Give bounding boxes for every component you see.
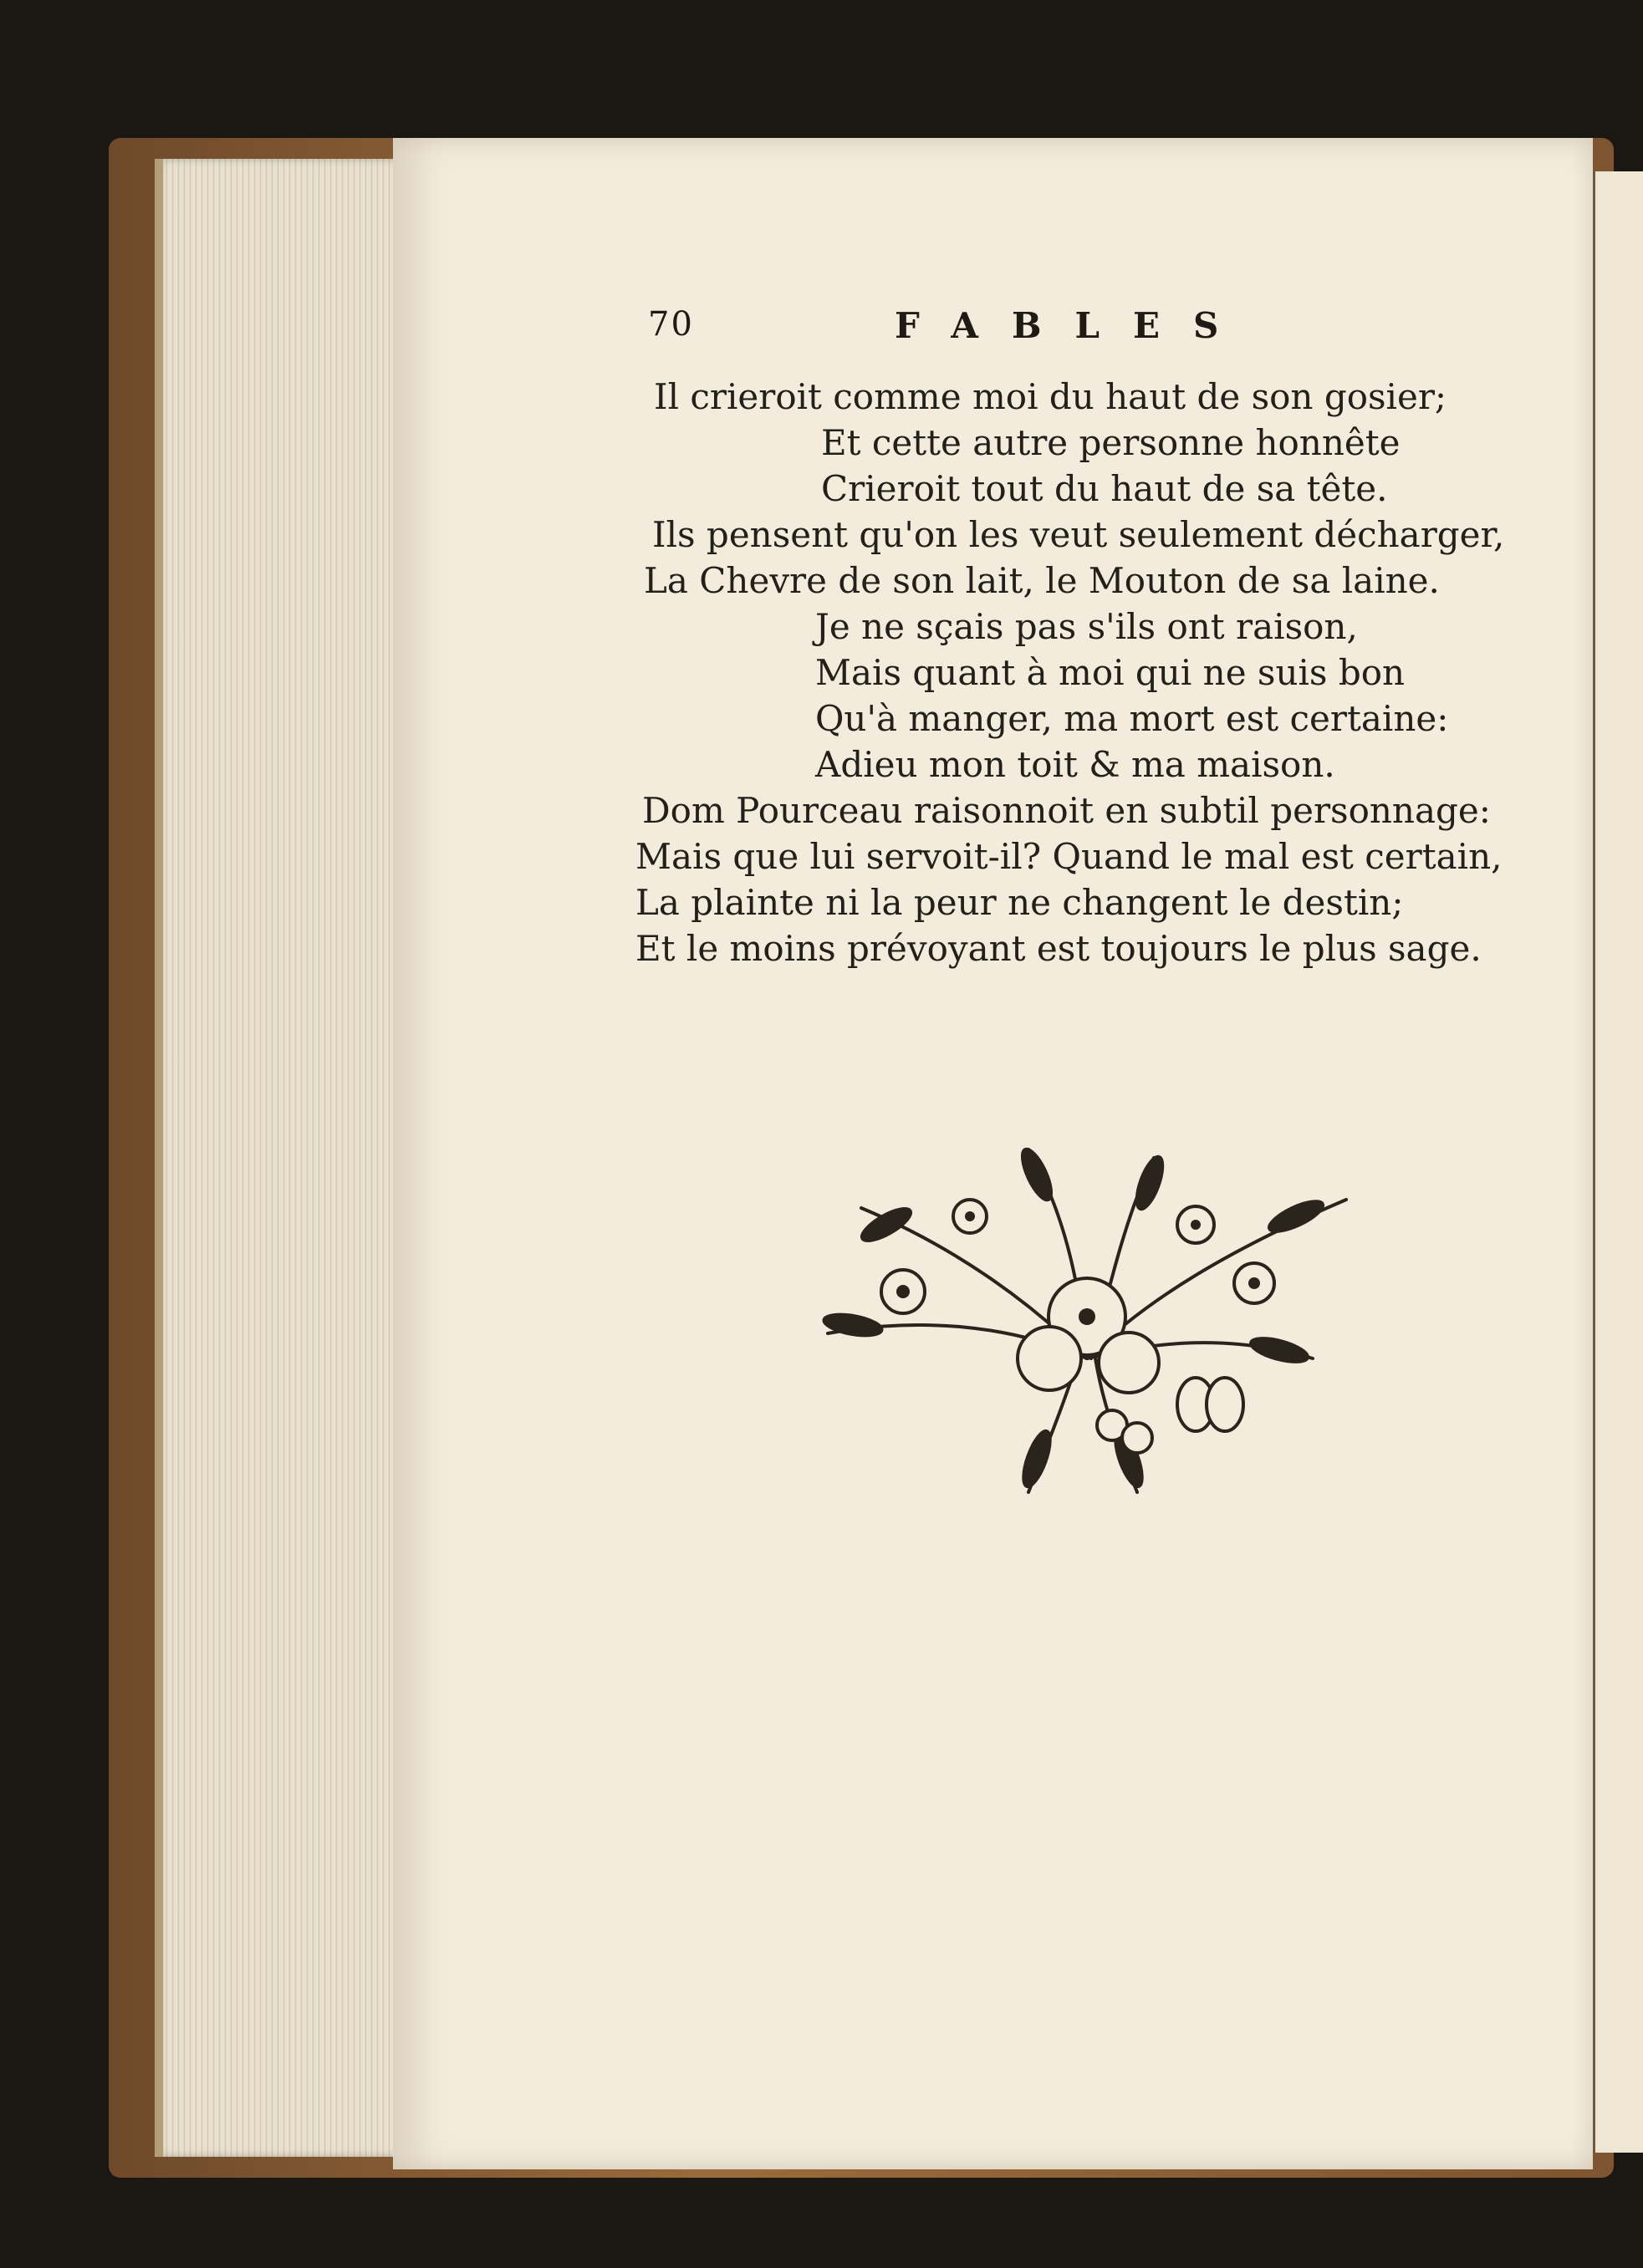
book-page [393,138,1593,2169]
verse-line: Adieu mon toit & ma maison. [815,744,1335,785]
verse-line: Qu'à manger, ma mort est certaine: [815,698,1449,739]
page-header [393,305,1593,372]
floral-vignette-icon [761,1108,1413,1509]
page-number: 70 [648,305,694,344]
verse-line: Dom Pourceau raisonnoit en subtil personnage: [642,790,1491,831]
verse-line: Crieroit tout du haut de sa tête. [821,468,1388,509]
verse-line: Il crieroit comme moi du haut de son gosier; [654,376,1447,417]
verse-line: Ils pensent qu'on les veut seulement décharger, [652,514,1505,555]
next-page-edge [1593,171,1643,2153]
verse-line: Et le moins prévoyant est toujours le plus sage. [635,928,1482,969]
verse-line: Je ne sçais pas s'ils ont raison, [815,606,1358,647]
running-title: FABLES [895,305,1253,346]
verse-line: Et cette autre personne honnête [821,422,1401,463]
verse-line: La plainte ni la peur ne changent le destin; [635,882,1404,923]
verse-line: La Chevre de son lait, le Mouton de sa laine. [644,560,1440,601]
verse-line: Mais que lui servoit-il? Quand le mal est certain, [635,836,1503,877]
verse-line: Mais quant à moi qui ne suis bon [815,652,1406,693]
